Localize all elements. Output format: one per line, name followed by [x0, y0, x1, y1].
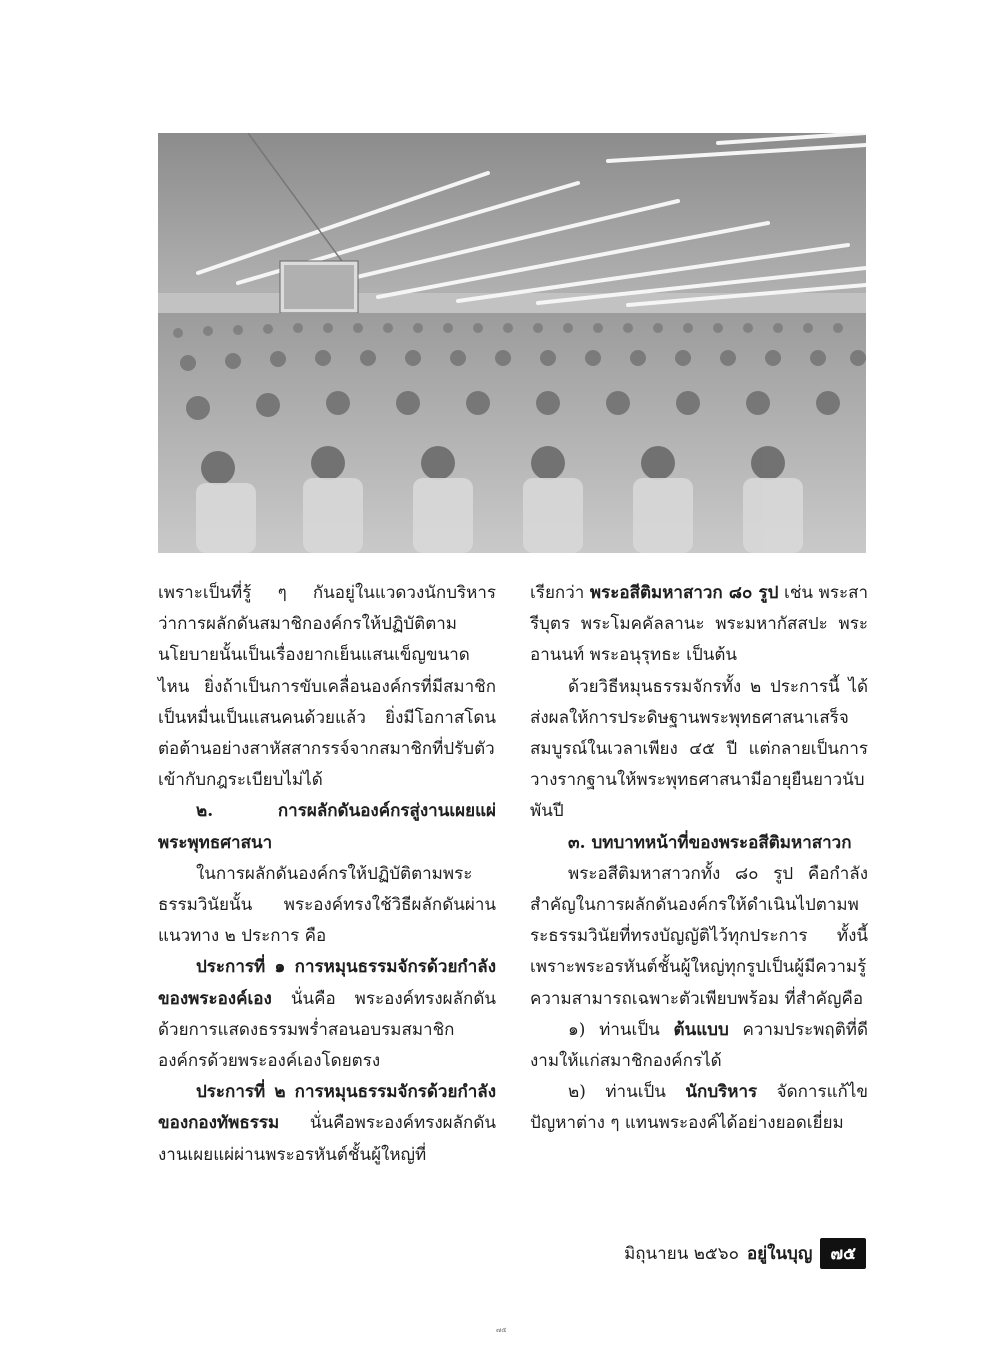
- section-heading-text: ๓. บทบาทหน้าที่ของพระอสีติมหาสาวก: [568, 832, 852, 853]
- paragraph: [530, 1077, 868, 1139]
- assembly-hall-image: [158, 133, 866, 553]
- paragraph: [158, 1077, 496, 1171]
- print-mark: ๗๕: [496, 1326, 507, 1334]
- emphasis: พระอสีติมหาสาวก ๘๐ รูป: [589, 583, 779, 603]
- paragraph: ด้วยวิธีหมุนธรรมจักรทั้ง ๒ ประการนี้ ได้ส่งผลให้การประดิษฐานพระพุทธศาสนาเสร็จสมบูรณ์ในเวลาเพียง ๔๕ ปี แต่กลายเป็นการวางรากฐานให้พระพุทธศาสนามีอายุยืนยาวนับพันปี: [530, 676, 868, 822]
- text-run: นั่นคือ พระองค์ทรงผลักดันด้วยการแสดงธรรมพร่ำสอนอบรมสมาชิกองค์กรด้วยพระองค์เองโดยตรง: [158, 988, 496, 1072]
- emphasis: ต้นแบบ: [673, 1019, 729, 1040]
- text-run: เรียกว่า: [530, 583, 590, 603]
- right-column: [530, 578, 868, 1140]
- paragraph: [530, 1015, 868, 1077]
- emphasis: ประการที่ ๒ การหมุนธรรมจักรด้วยกำลังของกองทัพธรรม: [158, 1082, 496, 1134]
- text-run: นั่นคือพระองค์ทรงผลักดันงานเผยแผ่ผ่านพระอรหันต์ชั้นผู้ใหญ่ที่: [158, 1113, 496, 1165]
- assembly-hall-photo: [158, 133, 866, 553]
- text-run: ๒) ท่านเป็น: [568, 1082, 686, 1103]
- paragraph: [158, 952, 496, 1077]
- paragraph: ในการผลักดันองค์กรให้ปฏิบัติตามพระธรรมวินัยนั้น พระองค์ทรงใช้วิธีผลักดันผ่านแนวทาง ๒ ประการ คือ: [158, 863, 496, 947]
- left-column: [158, 578, 496, 1171]
- paragraph: เพราะเป็นที่รู้ ๆ กันอยู่ในแวดวงนักบริหารว่าการผลักดันสมาชิกองค์กรให้ปฏิบัติตามนโยบายนั้นเป็นเรื่องยากเย็นแสนเข็ญขนาดไหน ยิ่งถ้าเป็นการขับเคลื่อนองค์กรที่มีสมาชิกเป็นหมื่นเป็นแสนคนด้วยแล้ว ยิ่งมีโอกาสโดนต่อต้านอย่างสาหัสสากรรจ์จากสมาชิกที่ปรับตัวเข้ากับกฎระเบียบไม่ได้: [158, 583, 496, 791]
- text-run: ความประพฤติที่ดีงามให้แก่สมาชิกองค์กรได้: [530, 1019, 868, 1072]
- emphasis: นักบริหาร: [685, 1082, 758, 1103]
- paragraph: [530, 578, 868, 672]
- paragraph: พระอสีติมหาสาวกทั้ง ๘๐ รูป คือกำลังสำคัญในการผลักดันองค์กรให้ดำเนินไปตามพระธรรมวินัยที่ทรงบัญญัติไว้ทุกประการ ทั้งนี้เพราะพระอรหันต์ชั้นผู้ใหญ่ทุกรูปเป็นผู้มีความรู้ความสามารถเฉพาะตัวเพียบพร้อม ที่สำคัญคือ: [530, 863, 868, 1009]
- page-footer: [624, 1238, 866, 1268]
- text-run: ๑) ท่านเป็น: [568, 1019, 674, 1040]
- magazine-name: อยู่ในบุญ: [746, 1243, 813, 1264]
- issue-date: มิถุนายน ๒๕๖๐: [624, 1243, 739, 1264]
- page-number: ๗๕: [820, 1238, 866, 1269]
- text-run: เช่น พระสารีบุตร พระโมคคัลลานะ พระมหากัสสปะ พระอานนท์ พระอนุรุทธะ เป็นต้น: [530, 583, 868, 666]
- section-heading-3: [530, 828, 868, 859]
- section-heading-text: ๒. การผลักดันองค์กรสู่งานเผยแผ่พระพุทธศาสนา: [158, 801, 496, 853]
- emphasis: ประการที่ ๑ การหมุนธรรมจักรด้วยกำลังของพระองค์เอง: [158, 957, 496, 1009]
- text-run: จัดการแก้ไขปัญหาต่าง ๆ แทนพระองค์ได้อย่างยอดเยี่ยม: [530, 1082, 868, 1134]
- section-heading-2: [158, 796, 496, 858]
